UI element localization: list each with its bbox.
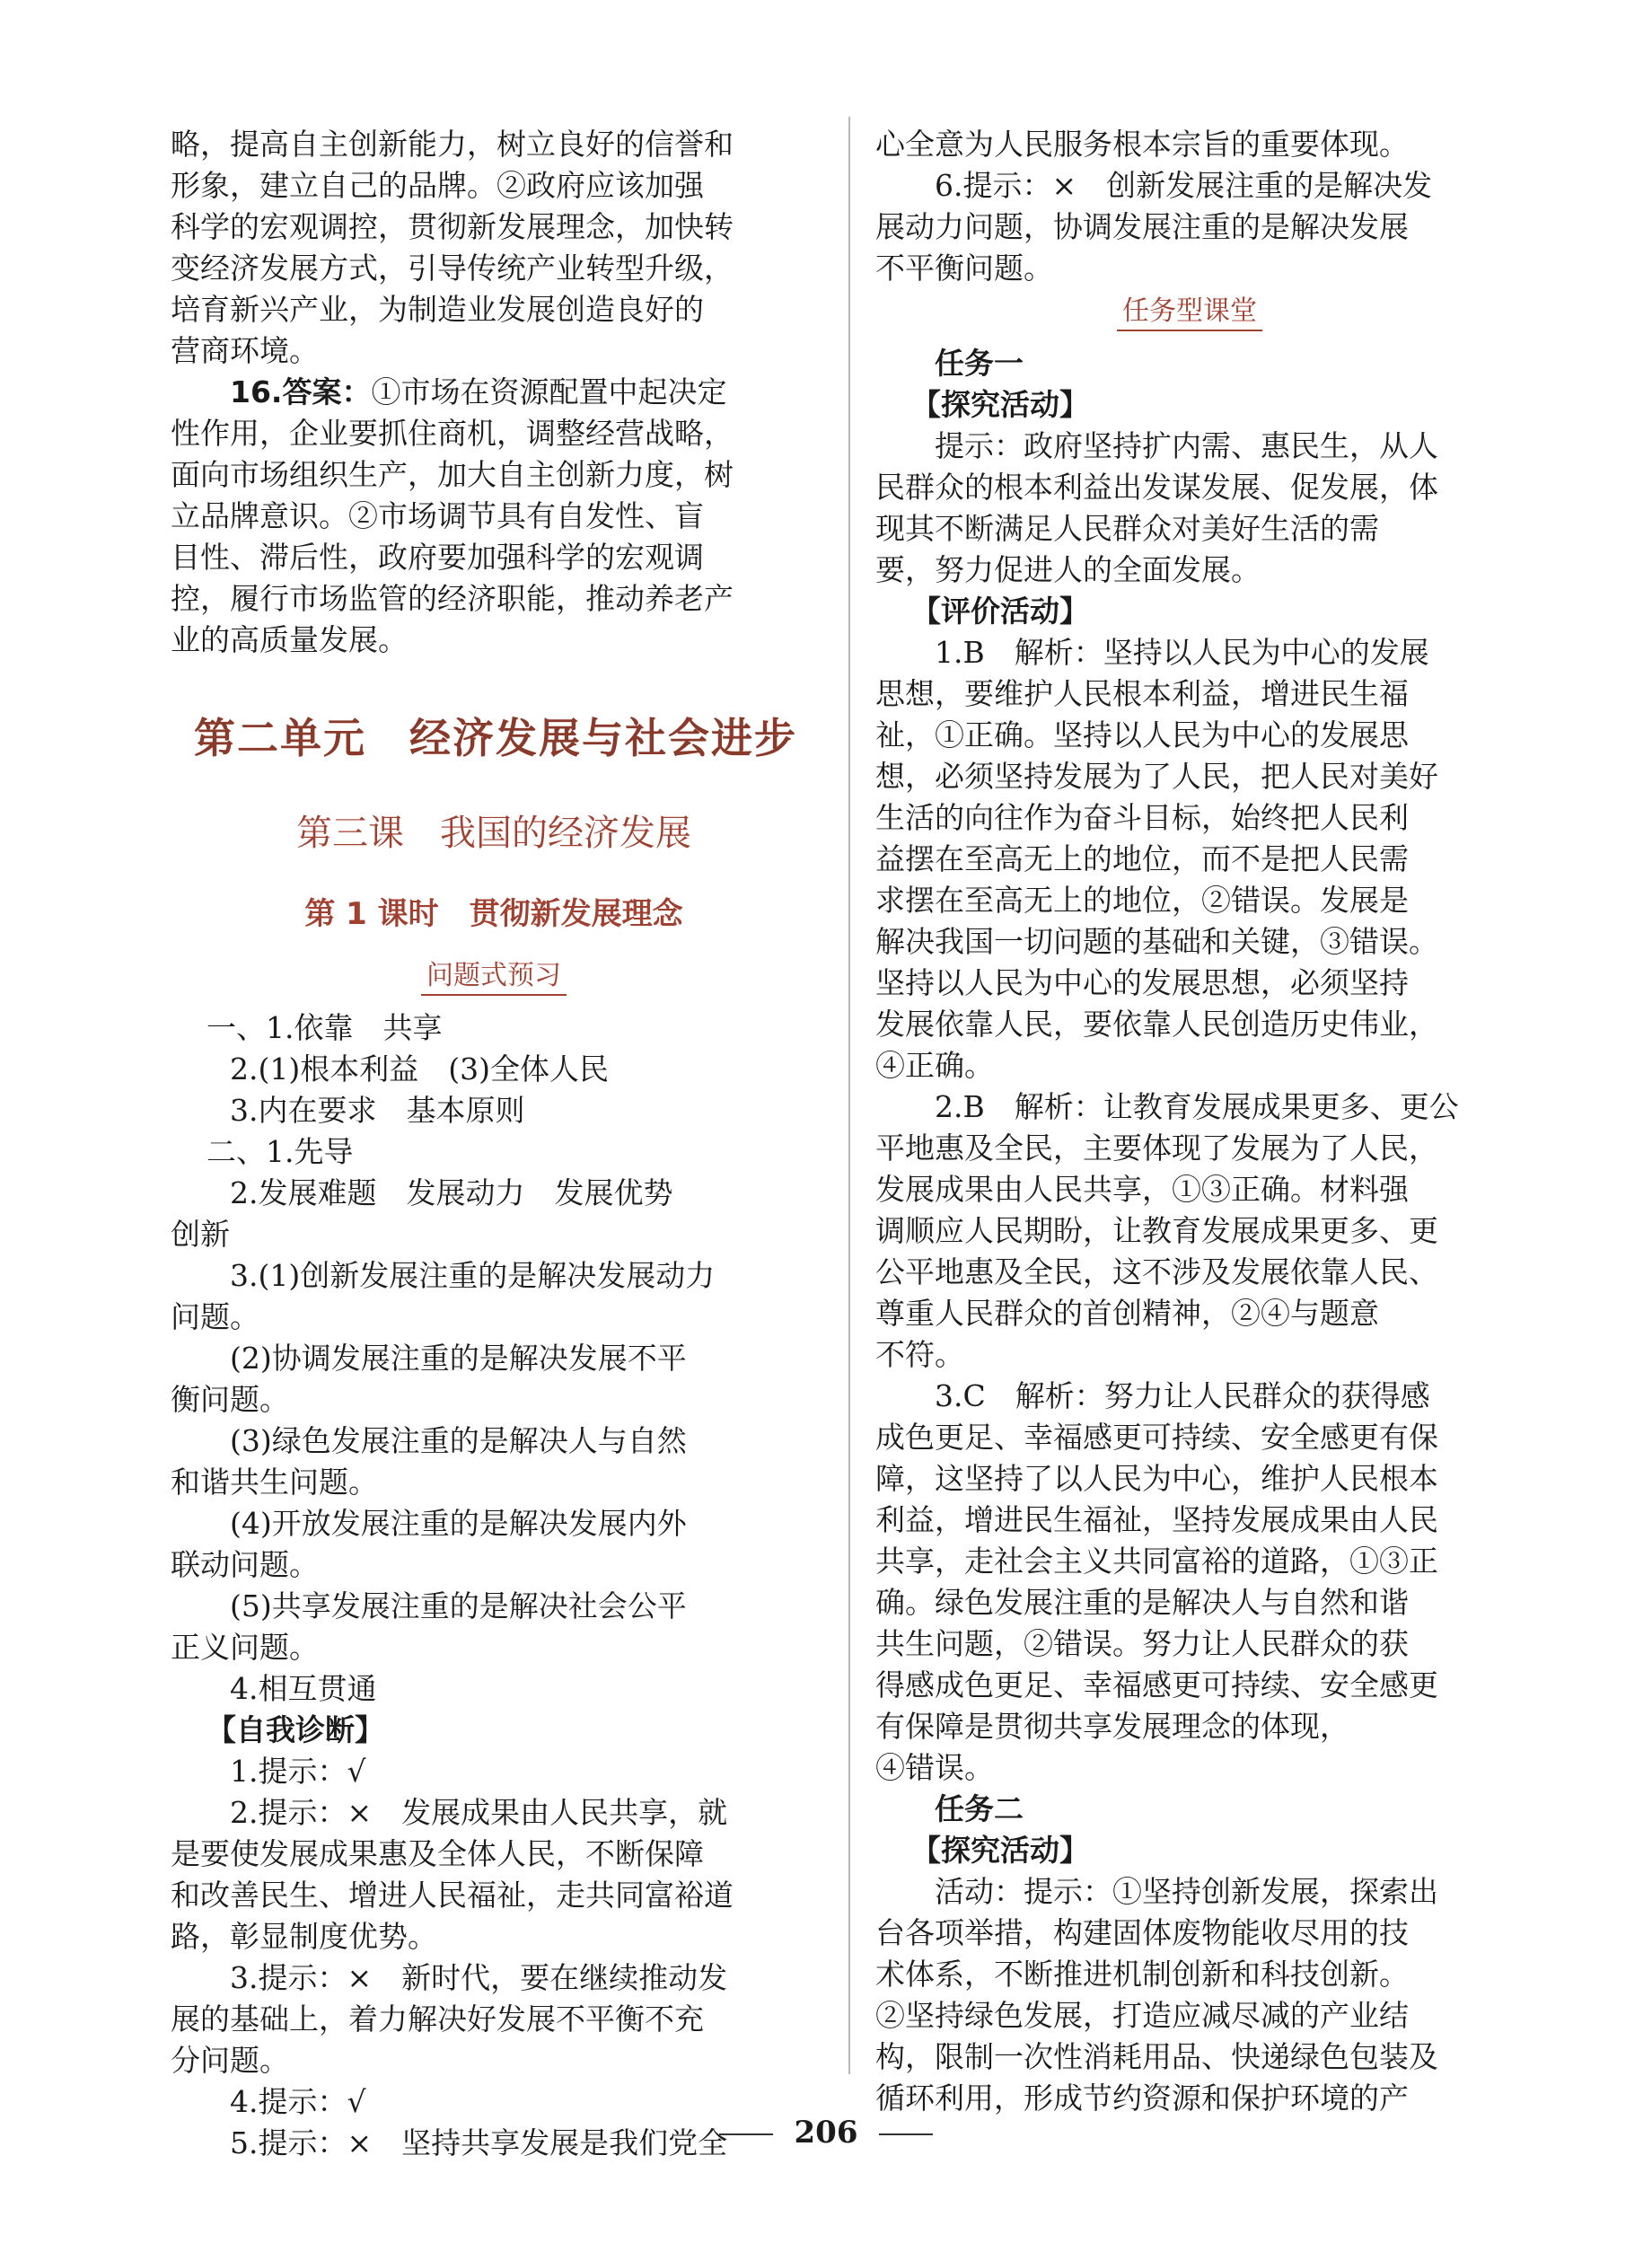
- text-line: 1.提示：√: [230, 1754, 366, 1789]
- text-line: 二、1.先导: [206, 1134, 354, 1169]
- unit-title: 第二单元 经济发展与社会进步: [194, 714, 797, 762]
- text-line: 立品牌意识。②市场调节具有自发性、盲: [171, 498, 704, 533]
- answer-16-line: [171, 372, 817, 413]
- text-line: 求摆在至高无上的地位，②错误。发展是: [875, 883, 1409, 918]
- text-line: 3.(1)创新发展注重的是解决发展动力: [230, 1258, 716, 1293]
- text-line: 3.提示：× 新时代，要在继续推动发: [230, 1960, 728, 1995]
- lesson-title: 第三课 我国的经济发展: [296, 813, 691, 854]
- text-line: (5)共享发展注重的是解决社会公平: [230, 1588, 687, 1623]
- text-line: 2.提示：× 发展成果由人民共享，就: [230, 1795, 728, 1830]
- text-line: 活动：提示：①坚持创新发展，探索出: [935, 1874, 1438, 1909]
- text-line: 4.相互贯通: [230, 1671, 377, 1706]
- text-line: 想，必须坚持发展为了人民，把人民对美好: [875, 759, 1438, 794]
- text-line: 发展依靠人民，要依靠人民创造历史伟业，: [875, 1007, 1438, 1042]
- page-number-dash-right: [879, 2133, 933, 2135]
- text-line: 正义问题。: [171, 1630, 319, 1665]
- text-line: 【评价活动】: [911, 594, 1089, 629]
- text-line: 【探究活动】: [911, 1833, 1089, 1868]
- text-line: (4)开放发展注重的是解决发展内外: [230, 1506, 687, 1541]
- text-line: 发展成果由人民共享，①③正确。材料强: [875, 1172, 1409, 1207]
- text-line: 2.B 解析：让教育发展成果更多、更公: [935, 1089, 1459, 1124]
- text-line: 变经济发展方式，引导传统产业转型升级，: [171, 251, 734, 286]
- text-line: 循环利用，形成节约资源和保护环境的产: [875, 2080, 1409, 2116]
- text-line: 控，履行市场监管的经济职能，推动养老产: [171, 581, 734, 616]
- text-line: 分问题。: [171, 2043, 289, 2078]
- text-line: 心全意为人民服务根本宗旨的重要体现。: [875, 127, 1409, 162]
- text-line: 思想，要维护人民根本利益，增进民生福: [875, 676, 1409, 711]
- text-line: ②坚持绿色发展，打造应减尽减的产业结: [875, 1998, 1409, 2033]
- text-line: 任务二: [935, 1791, 1024, 1826]
- right-column: [875, 124, 1504, 2119]
- text-line: 形象，建立自己的品牌。②政府应该加强: [171, 168, 704, 203]
- text-line: 民群众的根本利益出发谋发展、促发展，体: [875, 470, 1438, 505]
- text-line: 提示：政府坚持扩内需、惠民生，从人: [935, 428, 1438, 463]
- text-line: 科学的宏观调控，贯彻新发展理念，加快转: [171, 209, 734, 244]
- self-check-continuation: [875, 124, 1504, 289]
- page-number: 206: [794, 2115, 858, 2151]
- text-line: 构，限制一次性消耗用品、快递绿色包装及: [875, 2039, 1438, 2074]
- text-line: 略，提高自主创新能力，树立良好的信誉和: [171, 127, 734, 162]
- text-line: 利益，增进民生福祉，坚持发展成果由人民: [875, 1502, 1438, 1537]
- preview-badge: 问题式预习: [421, 958, 567, 996]
- text-line: 益摆在至高无上的地位，而不是把人民需: [875, 841, 1409, 876]
- text-line: ④错误。: [875, 1750, 994, 1785]
- answer-16-label: 16.答案：: [230, 374, 372, 409]
- text-line: 创新: [171, 1217, 230, 1252]
- text-line: 共生问题，②错误。努力让人民群众的获: [875, 1626, 1409, 1661]
- text-line: 障，这坚持了以人民为中心，维护人民根本: [875, 1461, 1438, 1496]
- task-badge: 任务型课堂: [1117, 294, 1262, 331]
- text-line: 目性、滞后性，政府要加强科学的宏观调: [171, 540, 704, 575]
- text-line: 共享，走社会主义共同富裕的道路，①③正: [875, 1544, 1438, 1579]
- text-line: 5.提示：× 坚持共享发展是我们党全: [230, 2125, 728, 2160]
- text-line: 面向市场组织生产，加大自主创新力度，树: [171, 457, 734, 492]
- text-line: 【探究活动】: [911, 387, 1089, 422]
- text-line: 1.B 解析：坚持以人民为中心的发展: [935, 635, 1429, 670]
- text-line: 调顺应人民期盼，让教育发展成果更多、更: [875, 1213, 1438, 1248]
- page-number-row: [0, 2110, 1652, 2155]
- task-answers: [875, 343, 1504, 2119]
- preview-badge-wrap: [171, 957, 817, 1002]
- text-line: 展动力问题，协调发展注重的是解决发展: [875, 209, 1409, 244]
- text-line: 3.C 解析：努力让人民群众的获得感: [935, 1378, 1430, 1413]
- task-badge-wrap: [875, 293, 1504, 338]
- answer-15-continuation: [171, 124, 817, 372]
- text-line: 6.提示：× 创新发展注重的是解决发: [935, 168, 1433, 203]
- text-line: 得感成色更足、幸福感更可持续、安全感更: [875, 1667, 1438, 1702]
- text-line: 衡问题。: [171, 1382, 289, 1417]
- text-line: 营商环境。: [171, 333, 319, 368]
- column-divider: [848, 117, 850, 2074]
- text-line: 问题。: [171, 1299, 259, 1334]
- text-line: 坚持以人民为中心的发展思想，必须坚持: [875, 965, 1409, 1000]
- text-line: (3)绿色发展注重的是解决人与自然: [230, 1423, 687, 1458]
- text-line: 术体系，不断推进机制创新和科技创新。: [875, 1957, 1409, 1992]
- text-line: 是要使发展成果惠及全体人民，不断保障: [171, 1836, 704, 1871]
- text-line: 生活的向往作为奋斗目标，始终把人民利: [875, 800, 1409, 835]
- text-line: 尊重人民群众的首创精神，②④与题意: [875, 1296, 1379, 1331]
- text-line: 任务一: [935, 346, 1024, 381]
- text-line: 台各项举措，构建固体废物能收尽用的技: [875, 1915, 1409, 1950]
- answer-16-text: ①市场在资源配置中起决定: [371, 374, 727, 409]
- left-column: [171, 124, 817, 2164]
- text-line: 路，彰显制度优势。: [171, 1919, 437, 1954]
- text-line: 成色更足、幸福感更可持续、安全感更有保: [875, 1420, 1438, 1455]
- preview-answers: [171, 1007, 817, 2164]
- text-line: 展的基础上，着力解决好发展不平衡不充: [171, 2001, 704, 2036]
- text-line: 祉，①正确。坚持以人民为中心的发展思: [875, 717, 1409, 752]
- text-line: 和改善民生、增进人民福祉，走共同富裕道: [171, 1878, 734, 1913]
- text-line: 业的高质量发展。: [171, 622, 408, 657]
- text-line: 培育新兴产业，为制造业发展创造良好的: [171, 292, 704, 327]
- answer-16-body: [171, 413, 817, 661]
- text-line: ④正确。: [875, 1048, 994, 1083]
- text-line: 2.(1)根本利益 (3)全体人民: [230, 1051, 609, 1086]
- text-line: 不符。: [875, 1337, 964, 1372]
- section-title: 第 1 课时 贯彻新发展理念: [304, 896, 683, 932]
- text-line: 2.发展难题 发展动力 发展优势: [230, 1175, 673, 1210]
- text-line: 3.内在要求 基本原则: [230, 1093, 525, 1128]
- text-line: 现其不断满足人民群众对美好生活的需: [875, 511, 1379, 546]
- text-line: 有保障是贯彻共享发展理念的体现，: [875, 1709, 1349, 1744]
- text-line: 4.提示：√: [230, 2084, 366, 2119]
- text-line: 一、1.依靠 共享: [206, 1010, 443, 1045]
- text-line: 要，努力促进人的全面发展。: [875, 552, 1261, 587]
- text-line: 性作用，企业要抓住商机，调整经营战略，: [171, 416, 734, 451]
- text-line: 平地惠及全民，主要体现了发展为了人民，: [875, 1130, 1438, 1166]
- text-line: 公平地惠及全民，这不涉及发展依靠人民、: [875, 1254, 1438, 1289]
- text-line: 联动问题。: [171, 1547, 319, 1582]
- page-number-dash-left: [719, 2133, 773, 2135]
- text-line: 确。绿色发展注重的是解决人与自然和谐: [875, 1585, 1409, 1620]
- text-line: (2)协调发展注重的是解决发展不平: [230, 1341, 687, 1376]
- text-line: 和谐共生问题。: [171, 1465, 378, 1500]
- text-line: 【自我诊断】: [206, 1712, 384, 1747]
- text-line: 不平衡问题。: [875, 251, 1053, 286]
- text-line: 解决我国一切问题的基础和关键，③错误。: [875, 924, 1438, 959]
